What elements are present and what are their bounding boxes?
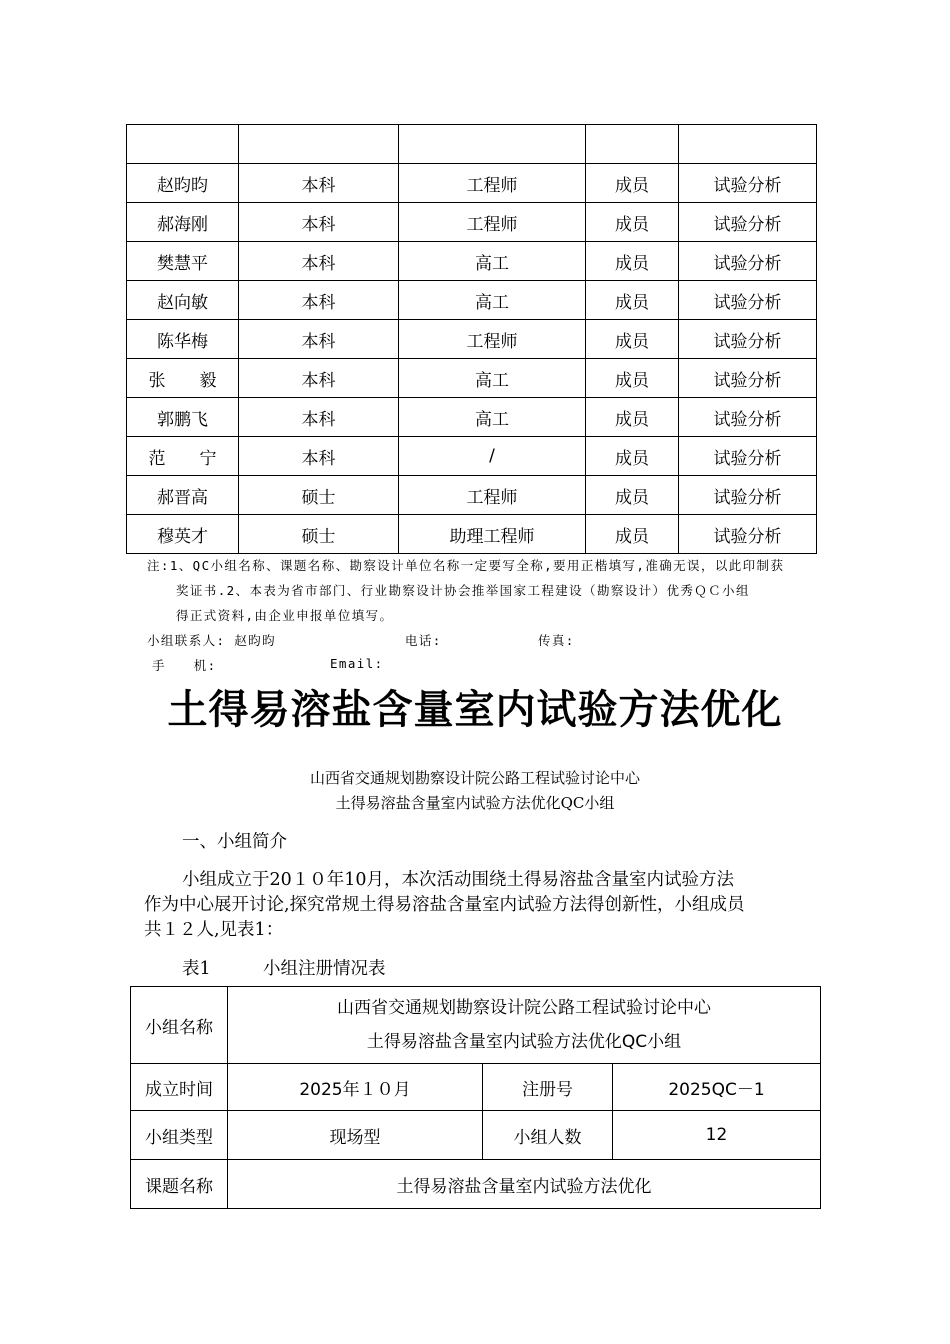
table-cell: 本科 xyxy=(239,242,399,281)
table-cell: 成员 xyxy=(586,203,679,242)
group-name-label: 小组名称 xyxy=(131,987,228,1064)
table-cell: 工程师 xyxy=(399,164,586,203)
table-cell: 高工 xyxy=(399,398,586,437)
reg-no-value: 2025QC－1 xyxy=(613,1064,821,1111)
table-cell: 试验分析 xyxy=(679,242,817,281)
note-line-1: 注:1、QC小组名称、课题名称、勘察设计单位名称一定要写全称,要用正楷填写,准确无误，以此印制获 xyxy=(147,558,785,573)
member-count-label: 小组人数 xyxy=(483,1111,613,1160)
table-cell: 成员 xyxy=(586,398,679,437)
registration-table xyxy=(130,986,821,1209)
table-row xyxy=(127,164,817,203)
phone-label: 电话: xyxy=(405,633,442,648)
table-cell: 高工 xyxy=(399,281,586,320)
members-table-body xyxy=(127,125,817,554)
table-cell: 成员 xyxy=(586,242,679,281)
table-cell: 试验分析 xyxy=(679,164,817,203)
mobile-label: 手 机: xyxy=(152,658,217,673)
table-cell: 硕士 xyxy=(239,515,399,554)
table-row xyxy=(127,281,817,320)
table-row xyxy=(127,203,817,242)
table-cell: 硕士 xyxy=(239,476,399,515)
table-row xyxy=(127,515,817,554)
table-cell: 樊慧平 xyxy=(127,242,239,281)
table-cell: 试验分析 xyxy=(679,515,817,554)
table-cell: 高工 xyxy=(399,359,586,398)
table-cell: 郭鹏飞 xyxy=(127,398,239,437)
table-row xyxy=(131,1064,821,1111)
group-name-value-line-1: 山西省交通规划勘察设计院公路工程试验讨论中心 xyxy=(337,998,711,1018)
founded-value: 2025年１０月 xyxy=(228,1064,483,1111)
group-name-line: 土得易溶盐含量室内试验方法优化QC小组 xyxy=(335,794,615,812)
table-cell: 试验分析 xyxy=(679,281,817,320)
document-title: 土得易溶盐含量室内试验方法优化 xyxy=(167,687,783,733)
table-row xyxy=(127,320,817,359)
table-cell: 试验分析 xyxy=(679,359,817,398)
table-row xyxy=(127,242,817,281)
table-cell: 赵向敏 xyxy=(127,281,239,320)
table-cell: 试验分析 xyxy=(679,437,817,476)
topic-value: 土得易溶盐含量室内试验方法优化 xyxy=(228,1160,821,1209)
intro-line-1: 小组成立于20１０年10月，本次活动围绕土得易溶盐含量室内试验方法 xyxy=(182,870,735,890)
contact-person: 小组联系人: 赵昀昀 xyxy=(147,633,277,648)
table-cell: 工程师 xyxy=(399,476,586,515)
organization-line: 山西省交通规划勘察设计院公路工程试验讨论中心 xyxy=(309,769,640,787)
table-cell: 试验分析 xyxy=(679,476,817,515)
group-type-label: 小组类型 xyxy=(131,1111,228,1160)
table-cell xyxy=(679,125,817,164)
table-cell: 赵昀昀 xyxy=(127,164,239,203)
table-cell: 成员 xyxy=(586,476,679,515)
table-cell: 成员 xyxy=(586,164,679,203)
table-row xyxy=(131,1111,821,1160)
table-cell: 郝晋高 xyxy=(127,476,239,515)
table-cell: 本科 xyxy=(239,164,399,203)
reg-no-label: 注册号 xyxy=(483,1064,613,1111)
group-name-value-line-2: 土得易溶盐含量室内试验方法优化QC小组 xyxy=(366,1032,682,1052)
table-cell: 成员 xyxy=(586,437,679,476)
table-cell: 本科 xyxy=(239,320,399,359)
table-row xyxy=(127,359,817,398)
email-label: Email: xyxy=(330,656,384,671)
members-table xyxy=(126,124,817,554)
table-cell xyxy=(239,125,399,164)
table-cell: 成员 xyxy=(586,281,679,320)
group-type-value: 现场型 xyxy=(228,1111,483,1160)
fax-label: 传真: xyxy=(538,633,575,648)
topic-label: 课题名称 xyxy=(131,1160,228,1209)
table-row xyxy=(127,125,817,164)
section-heading: 一、小组简介 xyxy=(182,832,287,852)
table-cell: 陈华梅 xyxy=(127,320,239,359)
table-cell: 本科 xyxy=(239,398,399,437)
table-row xyxy=(131,987,821,1064)
table-cell: 高工 xyxy=(399,242,586,281)
table-cell: 助理工程师 xyxy=(399,515,586,554)
table-cell xyxy=(127,125,239,164)
table-caption-title: 小组注册情况表 xyxy=(263,959,386,979)
table-row xyxy=(131,1160,821,1209)
member-count-value: 12 xyxy=(613,1111,821,1160)
group-name-value xyxy=(228,987,821,1064)
table-cell: 本科 xyxy=(239,203,399,242)
table-cell: 试验分析 xyxy=(679,320,817,359)
table-cell: 成员 xyxy=(586,359,679,398)
table-cell xyxy=(399,125,586,164)
intro-line-2: 作为中心展开讨论,探究常规土得易溶盐含量室内试验方法得创新性，小组成员 xyxy=(144,895,745,915)
table-cell: 本科 xyxy=(239,281,399,320)
table-cell: 穆英才 xyxy=(127,515,239,554)
table-cell: 张 毅 xyxy=(127,359,239,398)
table-row xyxy=(127,476,817,515)
table-cell: 试验分析 xyxy=(679,398,817,437)
founded-label: 成立时间 xyxy=(131,1064,228,1111)
note-line-2: 奖证书.2、本表为省市部门、行业勘察设计协会推举国家工程建设（勘察设计）优秀ＱＣ小组 xyxy=(176,583,750,598)
table-row xyxy=(127,398,817,437)
table-cell: 本科 xyxy=(239,437,399,476)
table-cell: 本科 xyxy=(239,359,399,398)
table-cell: 工程师 xyxy=(399,203,586,242)
table-caption-label: 表1 xyxy=(182,959,211,979)
table-cell: 试验分析 xyxy=(679,203,817,242)
table-cell xyxy=(586,125,679,164)
table-cell: 郝海刚 xyxy=(127,203,239,242)
table-cell: 工程师 xyxy=(399,320,586,359)
table-row xyxy=(127,437,817,476)
table-cell: 成员 xyxy=(586,515,679,554)
table-cell: / xyxy=(399,437,586,476)
intro-line-3: 共１２人,见表1： xyxy=(144,920,284,940)
table-cell: 成员 xyxy=(586,320,679,359)
table-cell: 范 宁 xyxy=(127,437,239,476)
note-line-3: 得正式资料,由企业申报单位填写。 xyxy=(176,608,394,623)
